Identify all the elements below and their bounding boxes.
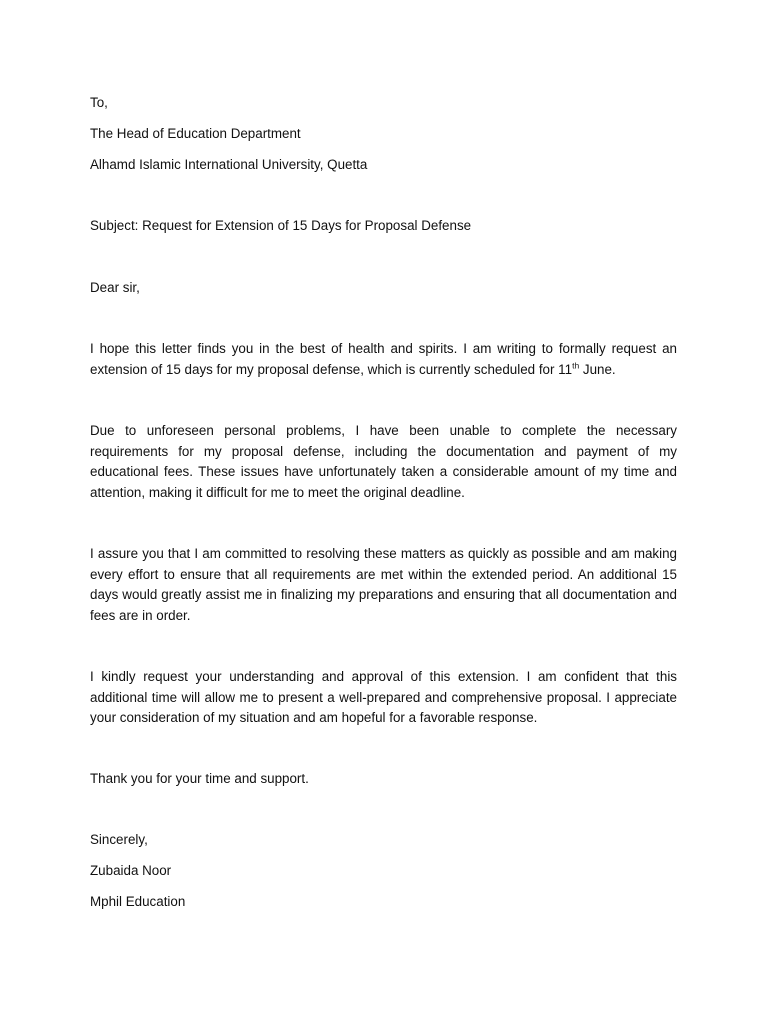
closing: Sincerely, (90, 832, 148, 847)
paragraph-2: Due to unforeseen personal problems, I have been unable to complete the necessary requirements for my proposal defense, including the documentation and payment of my educational fees. These issues have unfortunately taken a considerable amount of my time and attention, making it difficult for me to meet the original deadline. (90, 423, 677, 500)
paragraph-4: I kindly request your understanding and approval of this extension. I am confident that this additional time will allow me to present a well-prepared and comprehensive proposal. I appreciate your consideration of my situation and am hopeful for a favorable response. (90, 669, 677, 725)
recipient-institution: Alhamd Islamic International University, Quetta (90, 157, 368, 172)
paragraph-1 (90, 339, 677, 380)
paragraph-1-tail: June. (579, 361, 616, 377)
paragraph-1-superscript: th (572, 360, 580, 371)
salutation-to: To, (90, 95, 108, 110)
thanks-line: Thank you for your time and support. (90, 771, 309, 786)
recipient-title: The Head of Education Department (90, 126, 301, 141)
sender-program: Mphil Education (90, 894, 186, 909)
greeting: Dear sir, (90, 280, 140, 295)
paragraph-3: I assure you that I am committed to resolving these matters as quickly as possible and am making every effort to ensure that all requirements are met within the extended period. An additional 15 days would greatly assist me in finalizing my preparations and ensuring that all documentation and fees are in order. (90, 546, 677, 623)
paragraph-1-text: I hope this letter finds you in the best of health and spirits. I am writing to formally request an extension of 15 days for my proposal defense, which is currently scheduled for 11 (90, 341, 677, 377)
sender-name: Zubaida Noor (90, 863, 172, 878)
subject-line: Subject: Request for Extension of 15 Days for Proposal Defense (90, 218, 472, 233)
